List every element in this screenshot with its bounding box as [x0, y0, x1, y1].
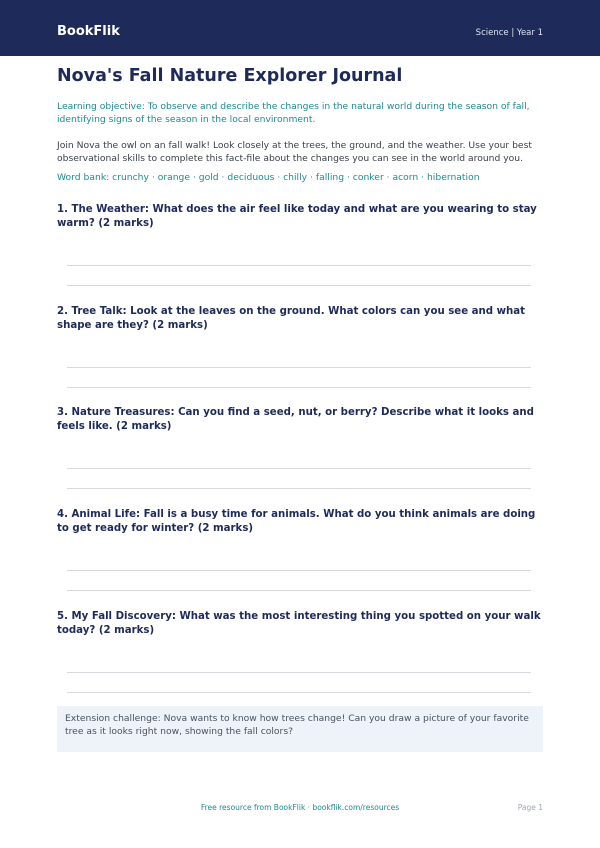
- question-1: 1. The Weather: What does the air feel like today and what are you wearing to stay warm? (2 marks): [57, 204, 537, 229]
- learning-objective: Learning objective: To observe and describe the changes in the natural world during the season of fall, identifying signs of the season in the local environment.: [57, 101, 530, 125]
- question-4: 4. Animal Life: Fall is a busy time for animals. What do you think animals are doing to get ready for winter? (2 marks): [57, 509, 536, 534]
- intro-text: Join Nova the owl on an fall walk! Look closely at the trees, the ground, and the weather. Use your best observational skills to complete this fact-file about the changes you can see in the world around you.: [57, 140, 532, 164]
- answer-line[interactable]: [67, 488, 531, 489]
- answer-line[interactable]: [67, 672, 531, 673]
- answer-line[interactable]: [67, 265, 531, 266]
- answer-line[interactable]: [67, 590, 531, 591]
- header-bar: [0, 0, 600, 56]
- subject-year-label: Science | Year 1: [475, 28, 543, 38]
- answer-line[interactable]: [67, 570, 531, 571]
- word-bank: Word bank: crunchy · orange · gold · deciduous · chilly · falling · conker · acorn · hibernation: [57, 172, 480, 183]
- answer-line[interactable]: [67, 367, 531, 368]
- extension-challenge: Extension challenge: Nova wants to know how trees change! Can you draw a picture of your favorite tree as it looks right now, showing the fall colors?: [57, 706, 543, 752]
- footer-credit: Free resource from BookFlik · bookflik.com/resources: [200, 803, 400, 812]
- question-5: 5. My Fall Discovery: What was the most interesting thing you spotted on your walk today? (2 marks): [57, 611, 541, 636]
- answer-line[interactable]: [67, 285, 531, 286]
- answer-line[interactable]: [67, 387, 531, 388]
- answer-line[interactable]: [67, 692, 531, 693]
- answer-line[interactable]: [67, 468, 531, 469]
- question-3: 3. Nature Treasures: Can you find a seed, nut, or berry? Describe what it looks and feels like. (2 marks): [57, 407, 534, 432]
- page-number: Page 1: [517, 803, 543, 812]
- brand-logo: BookFlik: [57, 24, 120, 39]
- page-title: Nova's Fall Nature Explorer Journal: [57, 66, 403, 86]
- question-2: 2. Tree Talk: Look at the leaves on the ground. What colors can you see and what shape are they? (2 marks): [57, 306, 526, 331]
